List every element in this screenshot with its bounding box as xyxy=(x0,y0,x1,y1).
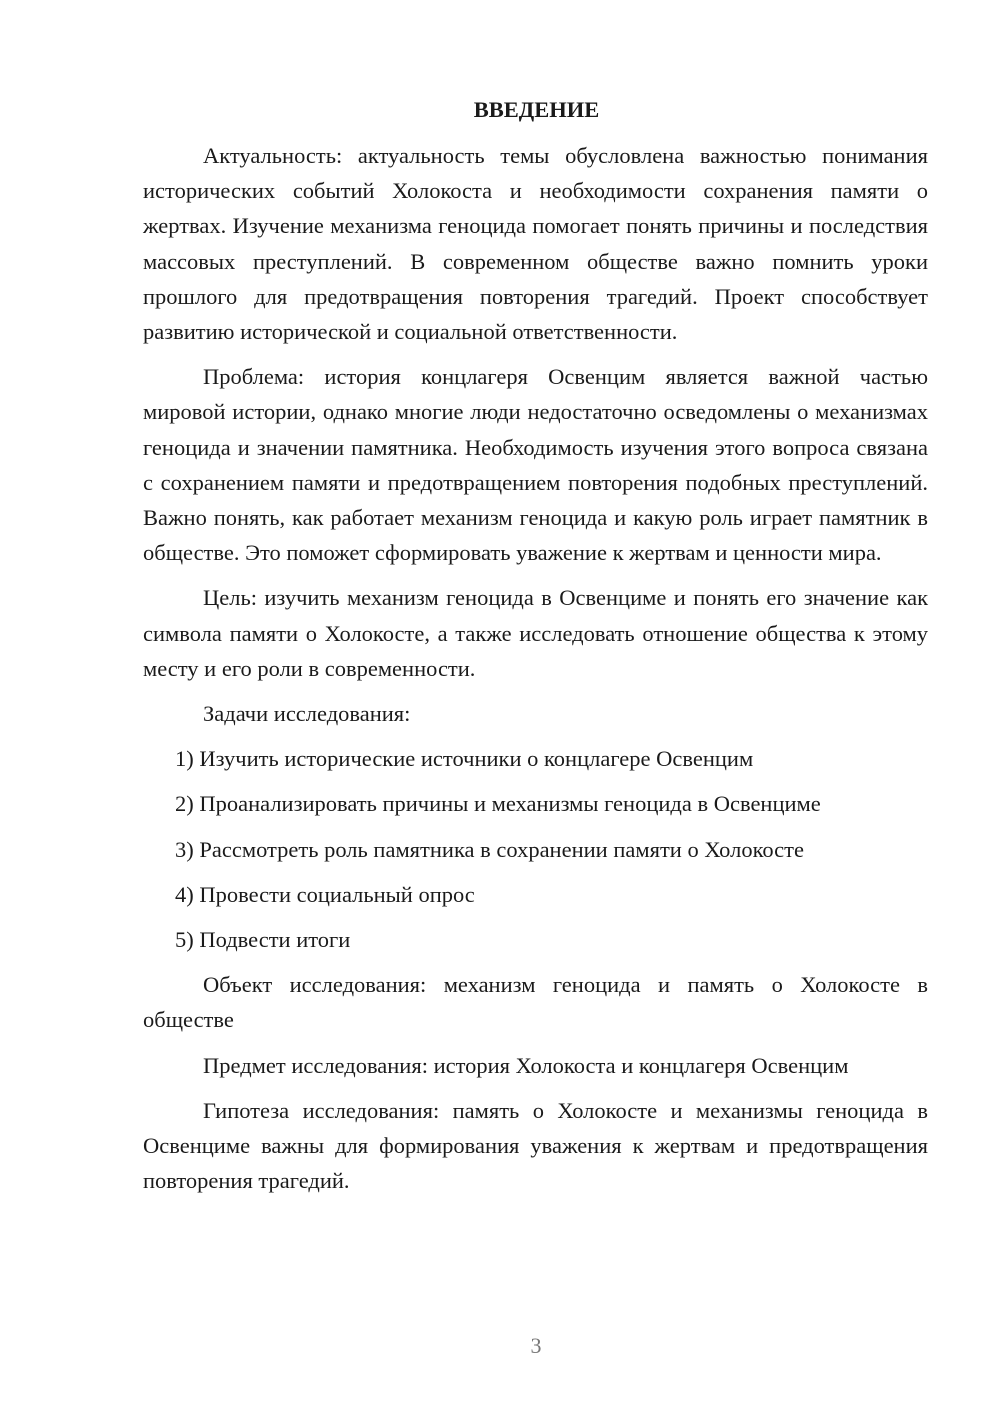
task-item: 4) Провести социальный опрос xyxy=(175,881,475,907)
task-item: 2) Проанализировать причины и механизмы геноцида в Освенциме xyxy=(175,791,821,817)
tasks-title: Задачи исследования: xyxy=(203,701,411,727)
document-page xyxy=(143,92,928,1208)
problem-paragraph: Проблема: история концлагеря Освенцим является важной частью мировой истории, однако многие люди недостаточно осведомлены о механизмах геноцида и значении памятника. Необходимость изучения этого вопроса связана с сохранением памяти и предотвращением повторения подобных преступлений. Важно понять, как работает механизм геноцида и какую роль играет памятник в обществе. Это поможет сформировать уважение к жертвам и ценности мира. xyxy=(143,364,928,566)
section-heading: ВВЕДЕНИЕ xyxy=(473,97,600,122)
task-item: 5) Подвести итоги xyxy=(175,927,351,953)
page-number: 3 xyxy=(530,1333,542,1358)
task-item: 3) Рассмотреть роль памятника в сохранении памяти о Холокосте xyxy=(175,836,804,862)
subject-paragraph: Предмет исследования: история Холокоста и концлагеря Освенцим xyxy=(203,1052,849,1078)
hypothesis-paragraph: Гипотеза исследования: память о Холокосте и механизмы геноцида в Освенциме важны для формирования уважения к жертвам и предотвращения повторения трагедий. xyxy=(143,1097,928,1194)
goal-paragraph: Цель: изучить механизм геноцида в Освенциме и понять его значение как символа памяти о Холокосте, а также исследовать отношение общества к этому месту и его роли в современности. xyxy=(143,585,928,681)
relevance-paragraph: Актуальность: актуальность темы обусловлена важностью понимания исторических событий Холокоста и необходимости сохранения памяти о жертвах. Изучение механизма геноцида помогает понять причины и последствия массовых преступлений. В современном обществе важно помнить уроки прошлого для предотвращения повторения трагедий. Проект способствует развитию исторической и социальной ответственности. xyxy=(143,143,928,345)
task-item: 1) Изучить исторические источники о концлагере Освенцим xyxy=(175,746,754,772)
object-paragraph: Объект исследования: механизм геноцида и память о Холокосте в обществе xyxy=(143,972,928,1033)
